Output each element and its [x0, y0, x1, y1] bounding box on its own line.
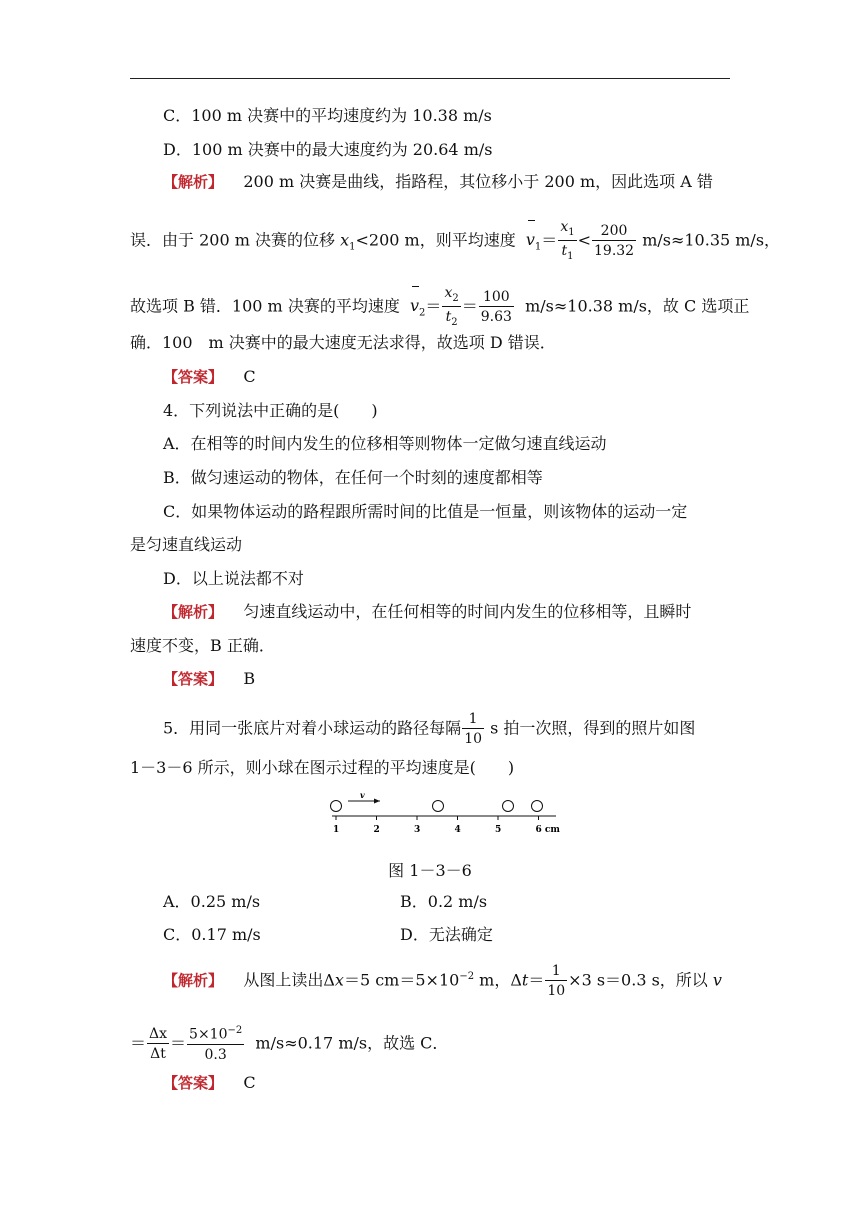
answer-tag: 【答案】: [163, 1074, 224, 1092]
fraction-x1-t1: $\frac{x_1}{t_1}$: [560, 219, 575, 262]
answer-tag: 【答案】: [163, 670, 224, 688]
fraction-dx-dt: $\frac{\Delta x}{\Delta t}$: [149, 1025, 168, 1062]
analysis-5-line2: ＝ $\frac{\Delta x}{\Delta t}$ ＝ $\frac{5\times 10^{-2}}{0.3}$ m/s≈0.17 m/s，故选 C．: [130, 1025, 449, 1063]
ball-motion-figure: [318, 790, 568, 838]
fraction-200-1932: $\frac{200}{19.32}$: [594, 222, 635, 259]
answer-tag: 【答案】: [163, 368, 224, 386]
mean-velocity-symbol: v: [410, 296, 420, 316]
ruler-tick-label: 5: [495, 825, 502, 835]
question-4-option-a: A．在相等的时间内发生的位移相等则物体一定做匀速直线运动: [163, 434, 607, 453]
question-5-line1: 5．用同一张底片对着小球运动的路径每隔 $\frac{1}{10}$ s 拍一次照，得到的照片如图: [163, 711, 696, 747]
analysis-4-line1: 【解析】 匀速直线运动中，在任何相等的时间内发生的位移相等，且瞬时: [163, 602, 692, 621]
figure-caption: 图 1－3－6: [388, 861, 472, 880]
fraction-x2-t2: $\frac{x_2}{t_2}$: [444, 285, 459, 328]
question-4-option-c-line1: C．如果物体运动的路程跟所需时间的比值是一恒量，则该物体的运动一定: [163, 502, 688, 521]
mean-velocity-symbol: v: [525, 230, 535, 250]
ball-position-4: [532, 801, 543, 812]
ruler-ticks: [333, 816, 560, 835]
fraction-1-10-b: $\frac{1}{10}$: [547, 963, 566, 999]
answer-4: 【答案】 B: [163, 669, 256, 688]
analysis-3-line1: 【解析】 200 m 决赛是曲线，指路程，其位移小于 200 m，因此选项 A 错: [163, 172, 713, 191]
analysis-tag: 【解析】: [163, 971, 224, 990]
question-5-option-b: B．0.2 m/s: [400, 892, 488, 911]
fraction-100-963: $\frac{100}{9.63}$: [480, 288, 512, 325]
option-d-100m: D．100 m 决赛中的最大速度约为 20.64 m/s: [163, 140, 493, 159]
velocity-arrow-head: [374, 799, 380, 804]
answer-5: 【答案】 C: [163, 1073, 256, 1092]
ruler-tick-label: 3: [414, 825, 421, 835]
ball-position-1: [331, 801, 342, 812]
velocity-symbol: v: [712, 970, 722, 990]
ball-position-3: [503, 801, 514, 812]
analysis-3-line3: 故选项 B 错．100 m 决赛的平均速度 $v_2=$ $\frac{x_2}{t_2}$ ＝ $\frac{100}{9.63}$ m/s≈10.38 m/s，故 C 选项正: [130, 285, 750, 328]
analysis-3-line2: 误．由于 200 m 决赛的位移 $x_1<200$ m，则平均速度 $v_1=$ $\frac{x_1}{t_1}$ < $\frac{200}{19.32}$ m/s≈10.35 m/s，: [130, 219, 781, 262]
analysis-4-line2: 速度不变，B 正确．: [130, 636, 275, 655]
question-5-option-c: C．0.17 m/s: [163, 925, 261, 944]
question-5-line2: 1－3－6 所示，则小球在图示过程的平均速度是( ): [130, 758, 515, 777]
analysis-tag: 【解析】: [163, 173, 224, 191]
ruler-tick-label: 4: [454, 825, 461, 835]
header-rule: [130, 78, 730, 79]
question-4-option-d: D．以上说法都不对: [163, 569, 304, 588]
velocity-label: v: [360, 790, 365, 800]
fraction-5e-2-over-03: $\frac{5\times 10^{-2}}{0.3}$: [189, 1025, 243, 1063]
question-5-option-a: A．0.25 m/s: [163, 892, 261, 911]
analysis-tag: 【解析】: [163, 603, 224, 621]
question-4-option-b: B．做匀速运动的物体，在任何一个时刻的速度都相等: [163, 468, 543, 487]
ruler-tick-label: 1: [333, 825, 340, 835]
question-4: 4．下列说法中正确的是( ): [163, 401, 378, 420]
analysis-5-line1: 【解析】 从图上读出Δx＝5 $cm=5\times 10^{-2}$ m，Δt＝ $\frac{1}{10}$ ×3 s＝0.3 s，所以 v: [163, 963, 722, 999]
option-c-100m: C．100 m 决赛中的平均速度约为 10.38 m/s: [163, 106, 492, 125]
fraction-1-10: $\frac{1}{10}$: [464, 711, 483, 747]
answer-3: 【答案】 C: [163, 367, 256, 386]
ruler-tick-label: 2: [373, 825, 380, 835]
ruler-tick-label: 6 cm: [535, 825, 560, 835]
question-5-option-d: D．无法确定: [400, 925, 493, 944]
analysis-3-line4: 确．100 m 决赛中的最大速度无法求得，故选项 D 错误．: [130, 333, 556, 352]
ball-position-2: [433, 801, 444, 812]
question-4-option-c-line2: 是匀速直线运动: [130, 535, 243, 554]
